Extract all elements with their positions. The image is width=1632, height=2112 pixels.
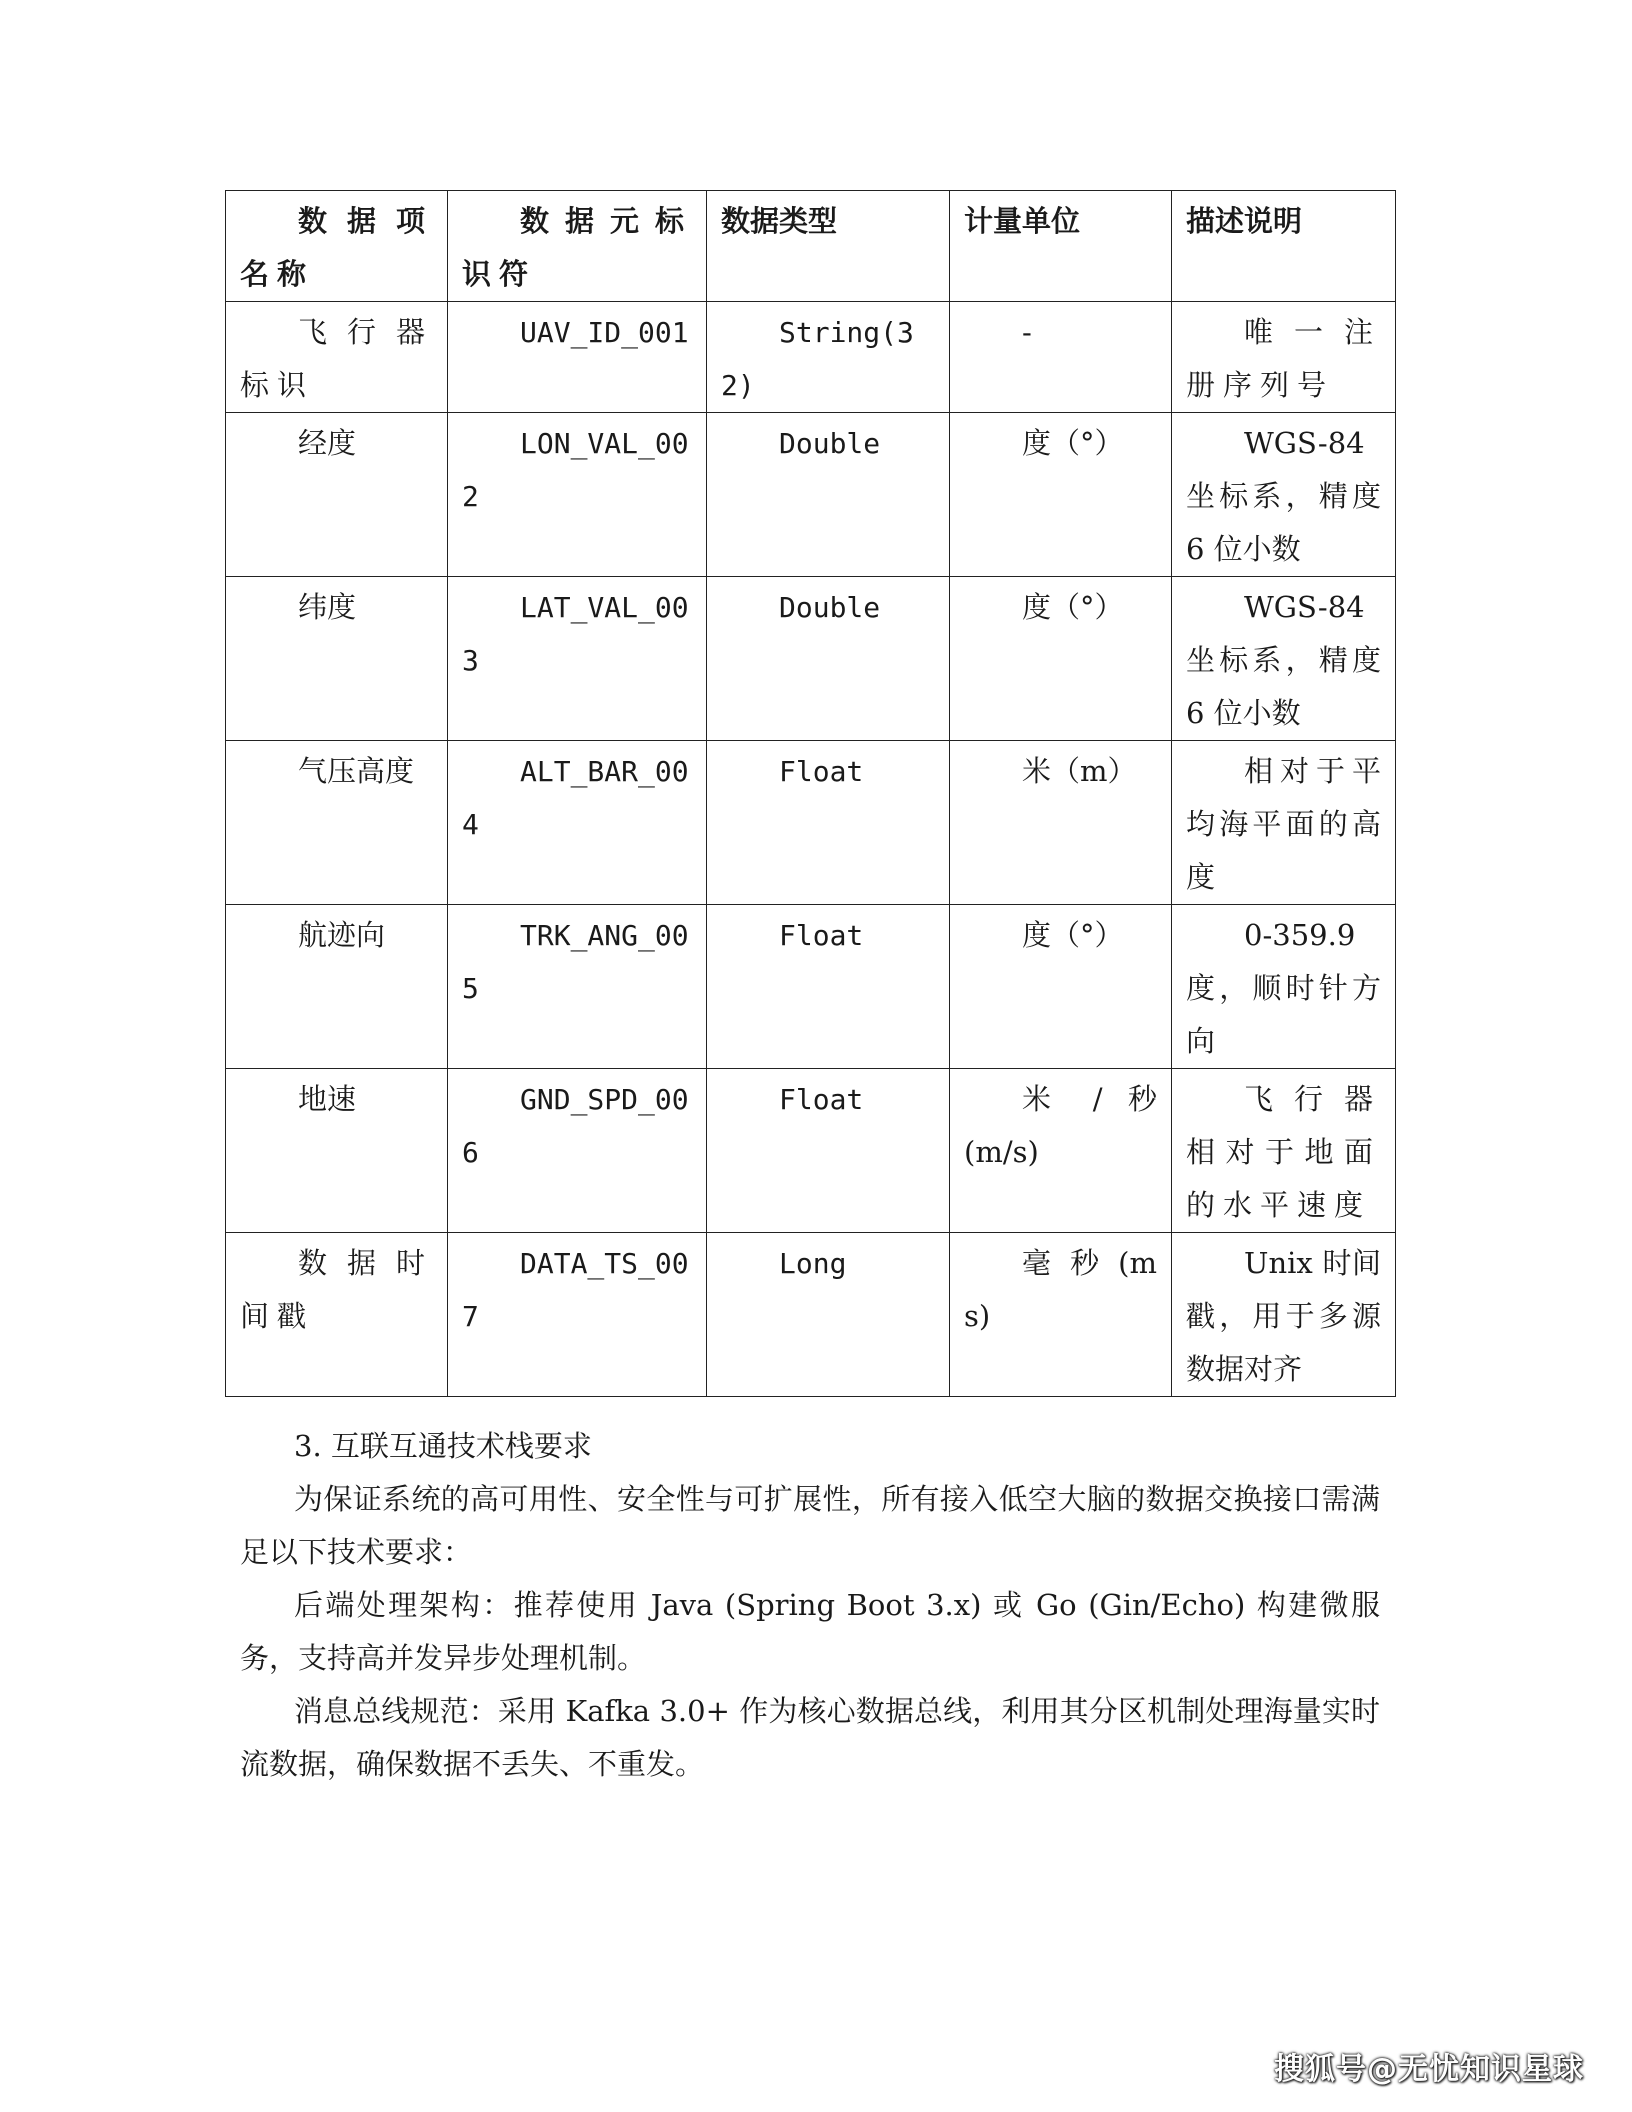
section-paragraph: 消息总线规范：采用 Kafka 3.0+ 作为核心数据总线，利用其分区机制处理海量实时流数据，确保数据不丢失、不重发。 (240, 1694, 1380, 1781)
section-paragraph: 后端处理架构：推荐使用 Java (Spring Boot 3.x) 或 Go (Gin/Echo) 构建微服务，支持高并发异步处理机制。 (240, 1588, 1380, 1675)
header-name: 数据项名称 (226, 191, 448, 302)
cell-type: String(32) (707, 302, 950, 413)
cell-identifier: ALT_BAR_004 (448, 741, 707, 905)
cell-type: Double (707, 413, 950, 577)
cell-identifier: LAT_VAL_003 (448, 577, 707, 741)
data-element-table (225, 190, 1396, 1397)
cell-description: 0-359.9 度，顺时针方向 (1172, 905, 1396, 1069)
cell-unit: 度（°） (950, 577, 1172, 741)
table-row (226, 413, 1396, 577)
watermark: 搜狐号@无忧知识星球 (1274, 2052, 1584, 2087)
table-row (226, 741, 1396, 905)
cell-type: Float (707, 905, 950, 1069)
header-type: 数据类型 (707, 191, 950, 302)
cell-identifier: DATA_TS_007 (448, 1233, 707, 1397)
cell-type: Float (707, 741, 950, 905)
cell-identifier: UAV_ID_001 (448, 302, 707, 413)
table-header-row (226, 191, 1396, 302)
header-unit: 计量单位 (950, 191, 1172, 302)
header-identifier: 数据元标识符 (448, 191, 707, 302)
table-row (226, 302, 1396, 413)
cell-name: 飞行器标识 (226, 302, 448, 413)
cell-identifier: TRK_ANG_005 (448, 905, 707, 1069)
cell-unit: - (950, 302, 1172, 413)
cell-type: Long (707, 1233, 950, 1397)
cell-description: WGS-84 坐标系，精度 6 位小数 (1172, 577, 1396, 741)
cell-unit: 毫 秒 (ms) (950, 1233, 1172, 1397)
section-heading: 3. 互联互通技术栈要求 (294, 1429, 592, 1463)
tech-stack-section (240, 1420, 1380, 1791)
cell-type: Float (707, 1069, 950, 1233)
cell-identifier: GND_SPD_006 (448, 1069, 707, 1233)
table-row (226, 1233, 1396, 1397)
cell-name: 经度 (226, 413, 448, 577)
cell-description: 相对于平均海平面的高度 (1172, 741, 1396, 905)
table-row (226, 577, 1396, 741)
cell-description: Unix 时间戳，用于多源数据对齐 (1172, 1233, 1396, 1397)
cell-name: 气压高度 (226, 741, 448, 905)
cell-description: 飞行器相对于地面的水平速度 (1172, 1069, 1396, 1233)
cell-name: 地速 (226, 1069, 448, 1233)
cell-name: 数据时间戳 (226, 1233, 448, 1397)
section-paragraph: 为保证系统的高可用性、安全性与可扩展性，所有接入低空大脑的数据交换接口需满足以下技术要求： (240, 1482, 1380, 1569)
table-row (226, 905, 1396, 1069)
cell-type: Double (707, 577, 950, 741)
cell-identifier: LON_VAL_002 (448, 413, 707, 577)
cell-unit: 度（°） (950, 905, 1172, 1069)
cell-description: 唯一注册序列号 (1172, 302, 1396, 413)
cell-unit: 米（m） (950, 741, 1172, 905)
cell-name: 纬度 (226, 577, 448, 741)
cell-name: 航迹向 (226, 905, 448, 1069)
cell-unit: 米 / 秒 (m/s) (950, 1069, 1172, 1233)
header-description: 描述说明 (1172, 191, 1396, 302)
cell-description: WGS-84 坐标系，精度 6 位小数 (1172, 413, 1396, 577)
cell-unit: 度（°） (950, 413, 1172, 577)
table-row (226, 1069, 1396, 1233)
